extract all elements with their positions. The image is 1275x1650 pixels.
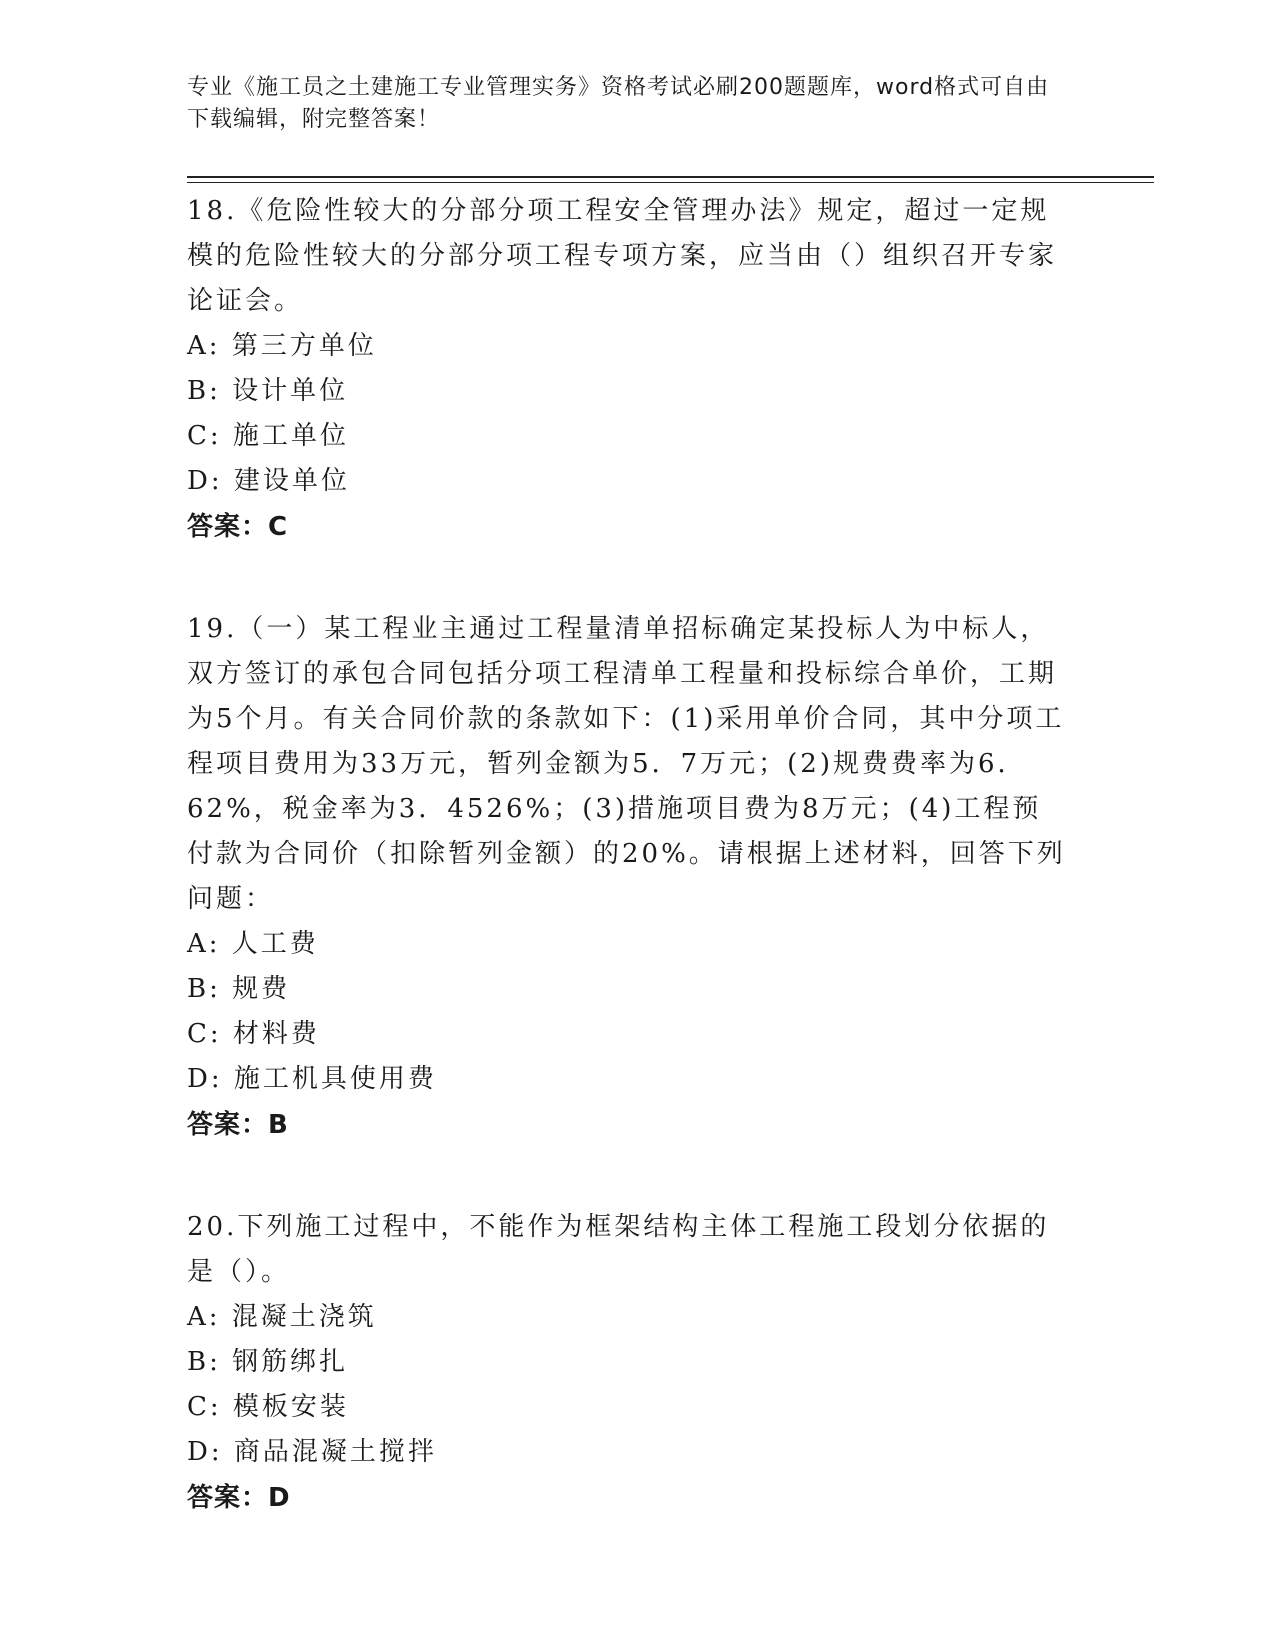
document-header: 专业《施工员之土建施工专业管理实务》资格考试必刷200题题库，word格式可自由下载编辑，附完整答案！ <box>187 75 1050 132</box>
option-a: A: 混凝土浇筑 <box>187 1302 377 1332</box>
option-d: D: 建设单位 <box>187 466 350 496</box>
answer-label: 答案：C <box>187 512 289 542</box>
header-divider-thin <box>187 182 1154 183</box>
question-18 <box>187 189 1067 550</box>
answer-label: 答案：D <box>187 1483 291 1513</box>
question-list <box>187 189 1067 1578</box>
answer-label: 答案：B <box>187 1110 289 1140</box>
question-19 <box>187 607 1067 1148</box>
option-a: A: 人工费 <box>187 929 319 959</box>
question-20 <box>187 1205 1067 1521</box>
option-c: C: 材料费 <box>187 1019 320 1049</box>
option-d: D: 商品混凝土搅拌 <box>187 1437 437 1467</box>
question-stem: 19.（一）某工程业主通过工程量清单招标确定某投标人为中标人，双方签订的承包合同包括分项工程清单工程量和投标综合单价，工期为5个月。有关合同价款的条款如下：(1)采用单价合同，其中分项工程项目费用为33万元，暂列金额为5．7万元；(2)规费费率为6．62%，税金率为3．4526%；(3)措施项目费为8万元；(4)工程预付款为合同价（扣除暂列金额）的20%。请根据上述材料，回答下列问题： <box>187 614 1066 914</box>
option-d: D: 施工机具使用费 <box>187 1064 437 1094</box>
option-b: B: 钢筋绑扎 <box>187 1347 349 1377</box>
question-stem: 20.下列施工过程中，不能作为框架结构主体工程施工段划分依据的是（）。 <box>187 1212 1050 1287</box>
question-stem: 18.《危险性较大的分部分项工程安全管理办法》规定，超过一定规模的危险性较大的分部分项工程专项方案，应当由（）组织召开专家论证会。 <box>187 196 1058 316</box>
option-b: B: 规费 <box>187 974 291 1004</box>
option-b: B: 设计单位 <box>187 376 349 406</box>
option-a: A: 第三方单位 <box>187 331 377 361</box>
option-c: C: 施工单位 <box>187 421 349 451</box>
header-divider-thick <box>187 176 1154 178</box>
option-c: C: 模板安装 <box>187 1392 349 1422</box>
